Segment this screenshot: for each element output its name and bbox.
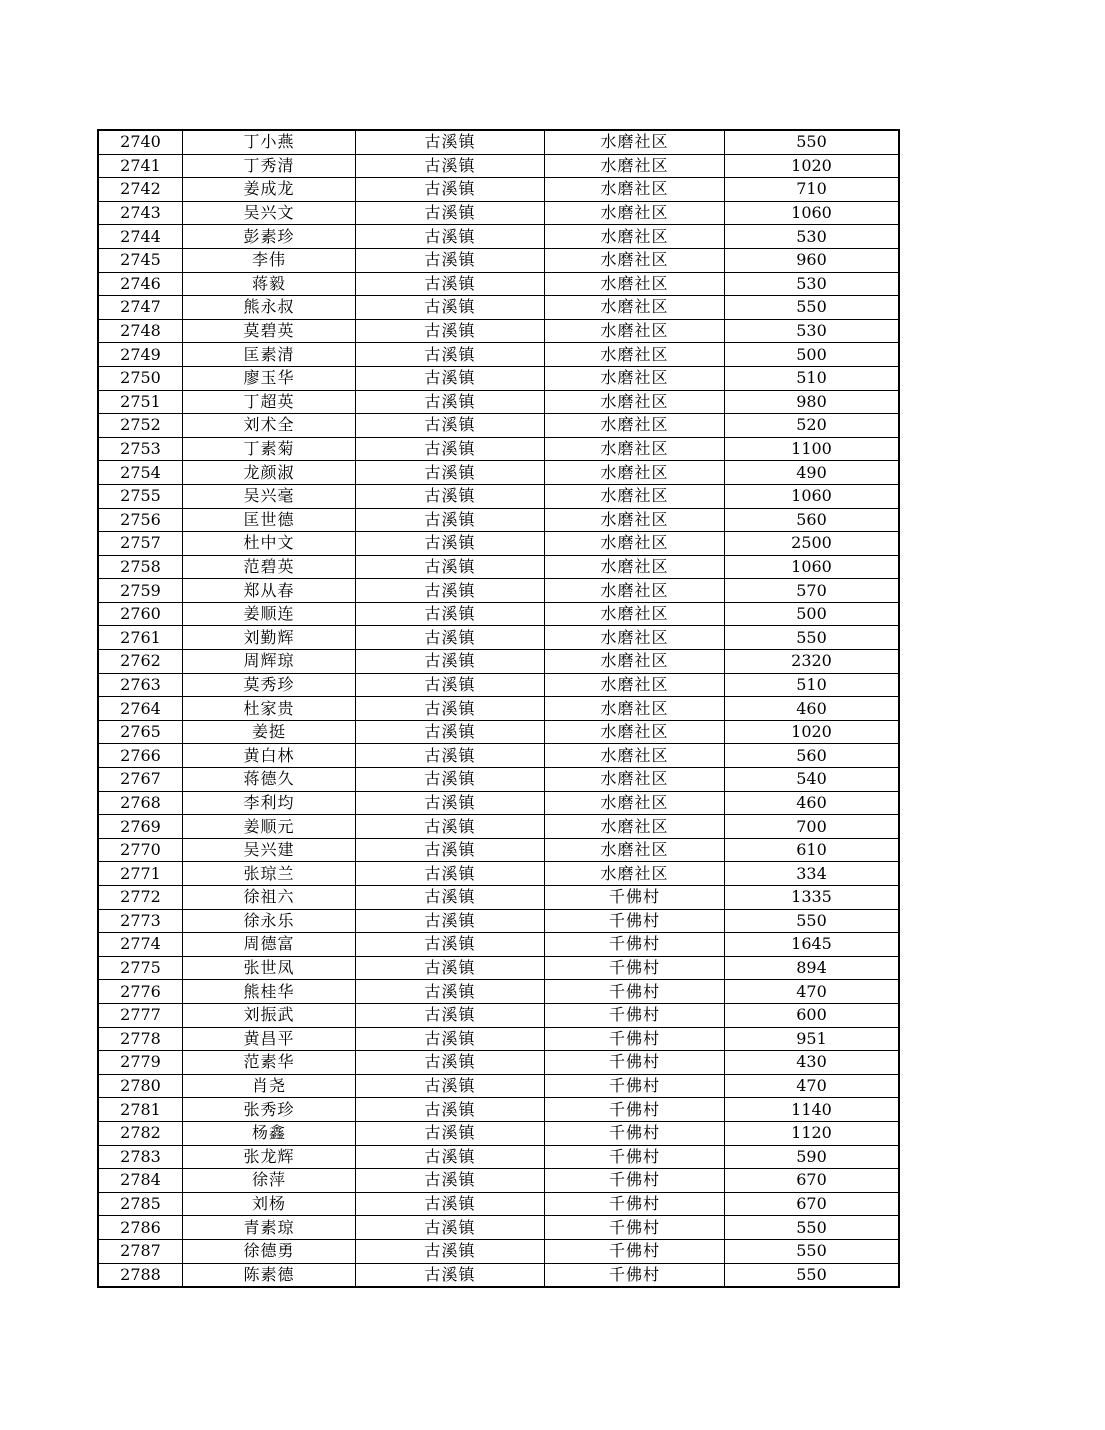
row-number-cell: 2766: [98, 744, 183, 768]
amount-cell: 460: [725, 697, 900, 721]
amount-cell: 490: [725, 461, 900, 485]
village-cell: 千佛村: [545, 1263, 725, 1287]
table-row: [98, 791, 899, 815]
name-cell: 张世凤: [183, 956, 356, 980]
town-cell: 古溪镇: [356, 1003, 545, 1027]
village-cell: 水磨社区: [545, 319, 725, 343]
name-cell: 丁超英: [183, 390, 356, 414]
name-cell: 吴兴文: [183, 201, 356, 225]
village-cell: 千佛村: [545, 1051, 725, 1075]
table-row: [98, 1074, 899, 1098]
table-row: [98, 1239, 899, 1263]
town-cell: 古溪镇: [356, 650, 545, 674]
name-cell: 刘杨: [183, 1192, 356, 1216]
village-cell: 千佛村: [545, 1027, 725, 1051]
row-number-cell: 2750: [98, 366, 183, 390]
name-cell: 吴兴建: [183, 838, 356, 862]
village-cell: 水磨社区: [545, 838, 725, 862]
amount-cell: 1060: [725, 484, 900, 508]
name-cell: 郑从春: [183, 579, 356, 603]
table-row: [98, 933, 899, 957]
amount-cell: 530: [725, 272, 900, 296]
table-row: [98, 555, 899, 579]
name-cell: 丁素菊: [183, 437, 356, 461]
amount-cell: 550: [725, 626, 900, 650]
name-cell: 丁小燕: [183, 130, 356, 154]
name-cell: 莫碧英: [183, 319, 356, 343]
town-cell: 古溪镇: [356, 720, 545, 744]
amount-cell: 600: [725, 1003, 900, 1027]
amount-cell: 1120: [725, 1121, 900, 1145]
town-cell: 古溪镇: [356, 626, 545, 650]
table-row: [98, 1216, 899, 1240]
amount-cell: 1335: [725, 886, 900, 910]
amount-cell: 550: [725, 1216, 900, 1240]
amount-cell: 520: [725, 414, 900, 438]
row-number-cell: 2768: [98, 791, 183, 815]
amount-cell: 670: [725, 1192, 900, 1216]
name-cell: 范素华: [183, 1051, 356, 1075]
row-number-cell: 2740: [98, 130, 183, 154]
amount-cell: 550: [725, 130, 900, 154]
amount-cell: 334: [725, 862, 900, 886]
row-number-cell: 2772: [98, 886, 183, 910]
amount-cell: 1645: [725, 933, 900, 957]
town-cell: 古溪镇: [356, 296, 545, 320]
table-row: [98, 225, 899, 249]
row-number-cell: 2770: [98, 838, 183, 862]
table-row: [98, 602, 899, 626]
village-cell: 千佛村: [545, 1192, 725, 1216]
village-cell: 千佛村: [545, 933, 725, 957]
table-row: [98, 296, 899, 320]
row-number-cell: 2774: [98, 933, 183, 957]
table-row: [98, 697, 899, 721]
town-cell: 古溪镇: [356, 484, 545, 508]
table-row: [98, 673, 899, 697]
village-cell: 千佛村: [545, 909, 725, 933]
amount-cell: 550: [725, 1239, 900, 1263]
name-cell: 张琼兰: [183, 862, 356, 886]
amount-cell: 560: [725, 744, 900, 768]
town-cell: 古溪镇: [356, 225, 545, 249]
village-cell: 水磨社区: [545, 366, 725, 390]
table-row: [98, 484, 899, 508]
row-number-cell: 2765: [98, 720, 183, 744]
row-number-cell: 2786: [98, 1216, 183, 1240]
amount-cell: 500: [725, 343, 900, 367]
name-cell: 莫秀珍: [183, 673, 356, 697]
town-cell: 古溪镇: [356, 602, 545, 626]
table-row: [98, 862, 899, 886]
row-number-cell: 2787: [98, 1239, 183, 1263]
row-number-cell: 2755: [98, 484, 183, 508]
name-cell: 黄白林: [183, 744, 356, 768]
name-cell: 杜中文: [183, 532, 356, 556]
row-number-cell: 2762: [98, 650, 183, 674]
village-cell: 水磨社区: [545, 555, 725, 579]
village-cell: 水磨社区: [545, 414, 725, 438]
village-cell: 水磨社区: [545, 815, 725, 839]
table-row: [98, 815, 899, 839]
village-cell: 水磨社区: [545, 437, 725, 461]
name-cell: 周德富: [183, 933, 356, 957]
name-cell: 姜顺元: [183, 815, 356, 839]
village-cell: 千佛村: [545, 1098, 725, 1122]
row-number-cell: 2756: [98, 508, 183, 532]
row-number-cell: 2741: [98, 154, 183, 178]
town-cell: 古溪镇: [356, 508, 545, 532]
village-cell: 千佛村: [545, 956, 725, 980]
row-number-cell: 2746: [98, 272, 183, 296]
table-row: [98, 838, 899, 862]
row-number-cell: 2751: [98, 390, 183, 414]
village-cell: 水磨社区: [545, 248, 725, 272]
town-cell: 古溪镇: [356, 532, 545, 556]
name-cell: 徐德勇: [183, 1239, 356, 1263]
town-cell: 古溪镇: [356, 579, 545, 603]
table-row: [98, 886, 899, 910]
name-cell: 李伟: [183, 248, 356, 272]
name-cell: 熊永叔: [183, 296, 356, 320]
name-cell: 姜成龙: [183, 178, 356, 202]
row-number-cell: 2749: [98, 343, 183, 367]
town-cell: 古溪镇: [356, 201, 545, 225]
row-number-cell: 2782: [98, 1121, 183, 1145]
town-cell: 古溪镇: [356, 130, 545, 154]
row-number-cell: 2773: [98, 909, 183, 933]
village-cell: 水磨社区: [545, 201, 725, 225]
table-row: [98, 272, 899, 296]
village-cell: 千佛村: [545, 1003, 725, 1027]
town-cell: 古溪镇: [356, 791, 545, 815]
town-cell: 古溪镇: [356, 980, 545, 1004]
row-number-cell: 2776: [98, 980, 183, 1004]
name-cell: 刘振武: [183, 1003, 356, 1027]
row-number-cell: 2759: [98, 579, 183, 603]
row-number-cell: 2767: [98, 768, 183, 792]
amount-cell: 980: [725, 390, 900, 414]
town-cell: 古溪镇: [356, 1263, 545, 1287]
town-cell: 古溪镇: [356, 1051, 545, 1075]
amount-cell: 610: [725, 838, 900, 862]
name-cell: 刘术全: [183, 414, 356, 438]
amount-cell: 2320: [725, 650, 900, 674]
name-cell: 范碧英: [183, 555, 356, 579]
amount-cell: 670: [725, 1169, 900, 1193]
village-cell: 水磨社区: [545, 130, 725, 154]
town-cell: 古溪镇: [356, 437, 545, 461]
town-cell: 古溪镇: [356, 862, 545, 886]
name-cell: 肖尧: [183, 1074, 356, 1098]
town-cell: 古溪镇: [356, 1121, 545, 1145]
table-row: [98, 461, 899, 485]
amount-cell: 894: [725, 956, 900, 980]
town-cell: 古溪镇: [356, 815, 545, 839]
table-row: [98, 248, 899, 272]
village-cell: 水磨社区: [545, 484, 725, 508]
name-cell: 刘勤辉: [183, 626, 356, 650]
village-cell: 水磨社区: [545, 225, 725, 249]
table-row: [98, 1121, 899, 1145]
table-row: [98, 1027, 899, 1051]
village-cell: 千佛村: [545, 1121, 725, 1145]
name-cell: 丁秀清: [183, 154, 356, 178]
village-cell: 水磨社区: [545, 744, 725, 768]
amount-cell: 430: [725, 1051, 900, 1075]
village-cell: 水磨社区: [545, 390, 725, 414]
name-cell: 廖玉华: [183, 366, 356, 390]
village-cell: 水磨社区: [545, 154, 725, 178]
name-cell: 彭素珍: [183, 225, 356, 249]
village-cell: 水磨社区: [545, 272, 725, 296]
town-cell: 古溪镇: [356, 366, 545, 390]
town-cell: 古溪镇: [356, 1027, 545, 1051]
village-cell: 水磨社区: [545, 768, 725, 792]
row-number-cell: 2760: [98, 602, 183, 626]
table-row: [98, 390, 899, 414]
table-row: [98, 366, 899, 390]
town-cell: 古溪镇: [356, 555, 545, 579]
name-cell: 徐永乐: [183, 909, 356, 933]
amount-cell: 951: [725, 1027, 900, 1051]
table-row: [98, 744, 899, 768]
table-row: [98, 1051, 899, 1075]
amount-cell: 510: [725, 366, 900, 390]
name-cell: 熊桂华: [183, 980, 356, 1004]
town-cell: 古溪镇: [356, 1074, 545, 1098]
amount-cell: 1140: [725, 1098, 900, 1122]
town-cell: 古溪镇: [356, 768, 545, 792]
town-cell: 古溪镇: [356, 1169, 545, 1193]
village-cell: 千佛村: [545, 1074, 725, 1098]
name-cell: 徐祖六: [183, 886, 356, 910]
table-row: [98, 154, 899, 178]
town-cell: 古溪镇: [356, 838, 545, 862]
row-number-cell: 2783: [98, 1145, 183, 1169]
name-cell: 青素琼: [183, 1216, 356, 1240]
name-cell: 周辉琼: [183, 650, 356, 674]
village-cell: 水磨社区: [545, 178, 725, 202]
row-number-cell: 2752: [98, 414, 183, 438]
village-cell: 水磨社区: [545, 532, 725, 556]
amount-cell: 550: [725, 1263, 900, 1287]
name-cell: 龙颜淑: [183, 461, 356, 485]
town-cell: 古溪镇: [356, 697, 545, 721]
name-cell: 姜挺: [183, 720, 356, 744]
name-cell: 杜家贵: [183, 697, 356, 721]
name-cell: 匡世德: [183, 508, 356, 532]
table-row: [98, 768, 899, 792]
roster-table: [97, 129, 900, 1288]
amount-cell: 1060: [725, 555, 900, 579]
roster-table-body: [98, 130, 899, 1287]
row-number-cell: 2754: [98, 461, 183, 485]
town-cell: 古溪镇: [356, 1239, 545, 1263]
town-cell: 古溪镇: [356, 154, 545, 178]
village-cell: 水磨社区: [545, 508, 725, 532]
row-number-cell: 2784: [98, 1169, 183, 1193]
table-row: [98, 201, 899, 225]
table-row: [98, 1003, 899, 1027]
town-cell: 古溪镇: [356, 461, 545, 485]
row-number-cell: 2779: [98, 1051, 183, 1075]
row-number-cell: 2758: [98, 555, 183, 579]
town-cell: 古溪镇: [356, 414, 545, 438]
village-cell: 水磨社区: [545, 579, 725, 603]
table-row: [98, 720, 899, 744]
row-number-cell: 2788: [98, 1263, 183, 1287]
amount-cell: 460: [725, 791, 900, 815]
row-number-cell: 2777: [98, 1003, 183, 1027]
amount-cell: 2500: [725, 532, 900, 556]
amount-cell: 470: [725, 1074, 900, 1098]
village-cell: 千佛村: [545, 886, 725, 910]
table-row: [98, 650, 899, 674]
amount-cell: 510: [725, 673, 900, 697]
amount-cell: 1100: [725, 437, 900, 461]
name-cell: 陈素德: [183, 1263, 356, 1287]
row-number-cell: 2781: [98, 1098, 183, 1122]
table-row: [98, 980, 899, 1004]
amount-cell: 500: [725, 602, 900, 626]
amount-cell: 710: [725, 178, 900, 202]
village-cell: 千佛村: [545, 1169, 725, 1193]
village-cell: 水磨社区: [545, 602, 725, 626]
town-cell: 古溪镇: [356, 343, 545, 367]
row-number-cell: 2778: [98, 1027, 183, 1051]
village-cell: 水磨社区: [545, 626, 725, 650]
table-row: [98, 178, 899, 202]
table-row: [98, 1145, 899, 1169]
name-cell: 吴兴毫: [183, 484, 356, 508]
table-row: [98, 1098, 899, 1122]
amount-cell: 550: [725, 296, 900, 320]
village-cell: 水磨社区: [545, 673, 725, 697]
town-cell: 古溪镇: [356, 390, 545, 414]
row-number-cell: 2763: [98, 673, 183, 697]
table-row: [98, 579, 899, 603]
village-cell: 水磨社区: [545, 650, 725, 674]
table-row: [98, 437, 899, 461]
table-row: [98, 414, 899, 438]
name-cell: 蒋毅: [183, 272, 356, 296]
name-cell: 匡素清: [183, 343, 356, 367]
town-cell: 古溪镇: [356, 909, 545, 933]
amount-cell: 700: [725, 815, 900, 839]
amount-cell: 1020: [725, 720, 900, 744]
village-cell: 千佛村: [545, 1239, 725, 1263]
table-row: [98, 626, 899, 650]
row-number-cell: 2761: [98, 626, 183, 650]
amount-cell: 570: [725, 579, 900, 603]
town-cell: 古溪镇: [356, 1192, 545, 1216]
town-cell: 古溪镇: [356, 886, 545, 910]
village-cell: 水磨社区: [545, 697, 725, 721]
row-number-cell: 2780: [98, 1074, 183, 1098]
table-row: [98, 532, 899, 556]
amount-cell: 1060: [725, 201, 900, 225]
name-cell: 张秀珍: [183, 1098, 356, 1122]
village-cell: 千佛村: [545, 980, 725, 1004]
row-number-cell: 2748: [98, 319, 183, 343]
row-number-cell: 2771: [98, 862, 183, 886]
town-cell: 古溪镇: [356, 956, 545, 980]
amount-cell: 1020: [725, 154, 900, 178]
table-row: [98, 1169, 899, 1193]
table-row: [98, 1263, 899, 1287]
row-number-cell: 2764: [98, 697, 183, 721]
town-cell: 古溪镇: [356, 272, 545, 296]
village-cell: 水磨社区: [545, 296, 725, 320]
row-number-cell: 2775: [98, 956, 183, 980]
name-cell: 蒋德久: [183, 768, 356, 792]
table-row: [98, 956, 899, 980]
village-cell: 水磨社区: [545, 461, 725, 485]
town-cell: 古溪镇: [356, 319, 545, 343]
name-cell: 黄昌平: [183, 1027, 356, 1051]
row-number-cell: 2747: [98, 296, 183, 320]
village-cell: 千佛村: [545, 1216, 725, 1240]
town-cell: 古溪镇: [356, 933, 545, 957]
village-cell: 千佛村: [545, 1145, 725, 1169]
row-number-cell: 2757: [98, 532, 183, 556]
table-row: [98, 909, 899, 933]
amount-cell: 560: [725, 508, 900, 532]
amount-cell: 540: [725, 768, 900, 792]
table-row: [98, 343, 899, 367]
name-cell: 李利均: [183, 791, 356, 815]
row-number-cell: 2769: [98, 815, 183, 839]
table-row: [98, 1192, 899, 1216]
village-cell: 水磨社区: [545, 862, 725, 886]
table-row: [98, 319, 899, 343]
town-cell: 古溪镇: [356, 248, 545, 272]
amount-cell: 470: [725, 980, 900, 1004]
name-cell: 姜顺连: [183, 602, 356, 626]
row-number-cell: 2745: [98, 248, 183, 272]
row-number-cell: 2743: [98, 201, 183, 225]
amount-cell: 530: [725, 319, 900, 343]
table-row: [98, 508, 899, 532]
amount-cell: 960: [725, 248, 900, 272]
town-cell: 古溪镇: [356, 1145, 545, 1169]
name-cell: 张龙辉: [183, 1145, 356, 1169]
town-cell: 古溪镇: [356, 178, 545, 202]
village-cell: 水磨社区: [545, 720, 725, 744]
town-cell: 古溪镇: [356, 673, 545, 697]
row-number-cell: 2785: [98, 1192, 183, 1216]
town-cell: 古溪镇: [356, 1216, 545, 1240]
amount-cell: 590: [725, 1145, 900, 1169]
row-number-cell: 2753: [98, 437, 183, 461]
village-cell: 水磨社区: [545, 791, 725, 815]
village-cell: 水磨社区: [545, 343, 725, 367]
town-cell: 古溪镇: [356, 1098, 545, 1122]
amount-cell: 530: [725, 225, 900, 249]
amount-cell: 550: [725, 909, 900, 933]
name-cell: 杨鑫: [183, 1121, 356, 1145]
row-number-cell: 2744: [98, 225, 183, 249]
row-number-cell: 2742: [98, 178, 183, 202]
town-cell: 古溪镇: [356, 744, 545, 768]
name-cell: 徐萍: [183, 1169, 356, 1193]
table-row: [98, 130, 899, 154]
